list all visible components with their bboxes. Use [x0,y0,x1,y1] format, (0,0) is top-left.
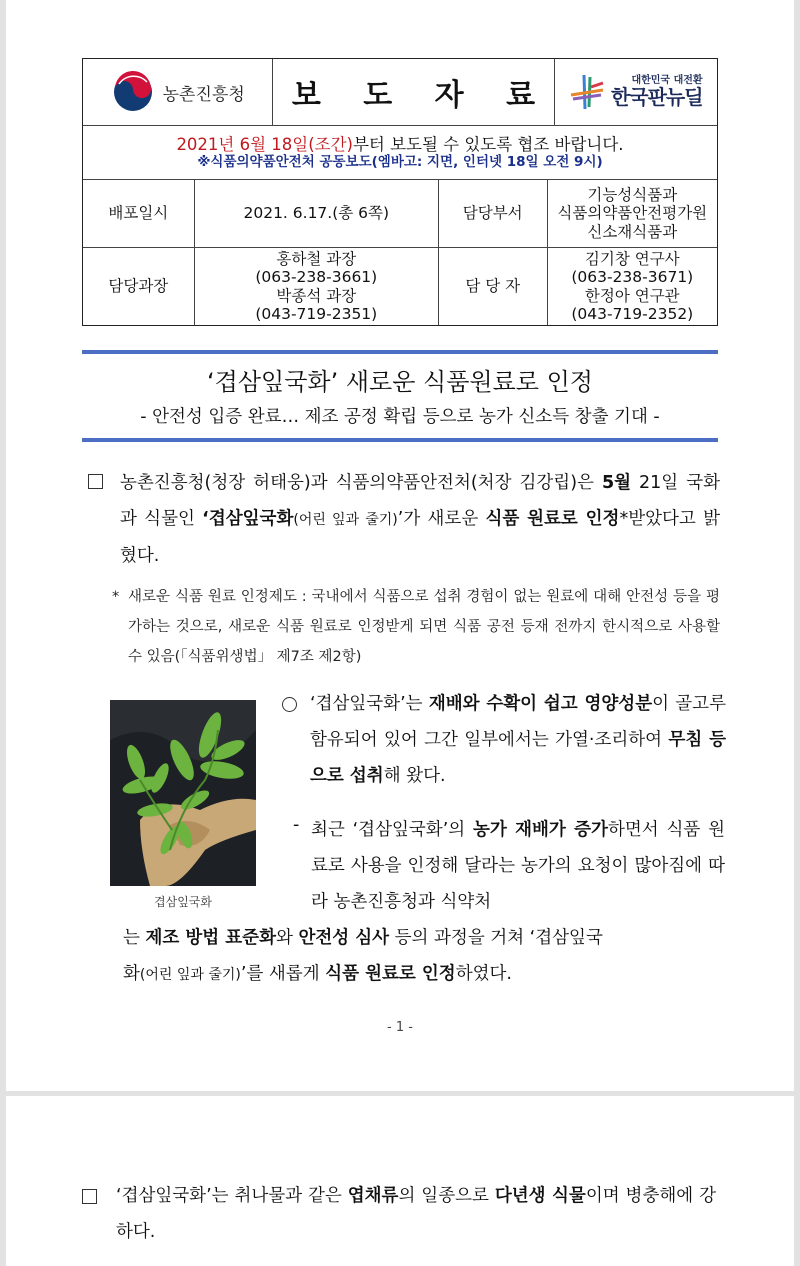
plant-image-icon [110,700,256,886]
embargo-date: 2021년 6월 18일(조간) [176,134,353,154]
manager-line: (043-719-2351) [255,304,378,323]
press-release-header-table [82,58,718,326]
dept-line: 식품의약품안전평가원 [557,204,708,223]
paragraph-3 [311,812,725,920]
article-title: ‘겹삼잎국화’ 새로운 식품원료로 인정 [207,368,593,396]
text: 등의 과정을 거쳐 ‘겹삼잎국 [389,928,603,948]
bold-text: 무침 등으로 섭취 [310,730,726,786]
footnote-text: 새로운 식품 원료 인정제도 : 국내에서 식품으로 섭취 경험이 없는 원료에 대해 안전성 등을 평가하는 것으로, 새로운 식품 원료로 인정받게 되면 식품 공전 등재 전까지 한시적으로 사용할 수 있음(「식품위생법」 제7조 제2항) [128,589,720,665]
release-label: 배포일시 [83,180,195,247]
title-rule-top [82,350,718,354]
newdeal-logo-cell [555,59,717,125]
embargo-cell [83,126,717,179]
bold-text: 농가 재배가 증가 [472,820,608,840]
text: 해 왔다. [383,766,446,786]
article-subtitle: - 안전성 입증 완료… 제조 공정 확립 등으로 농가 신소득 창출 기대 - [140,407,660,427]
bold-text: 엽채류 [347,1186,399,1206]
text: ‘겹삼잎국화’는 취나물과 같은 [116,1186,348,1206]
manager-line: 박종석 과장 [276,286,357,305]
release-value: 2021. 6.17.(총 6쪽) [195,180,439,247]
paragraph-2 [310,686,726,794]
text: 는 [123,928,146,948]
dept-line: 신소재식품과 [587,222,678,241]
paren-text: (어린 잎과 줄기) [139,967,241,983]
text: 화 [123,964,140,984]
square-bullet-icon [82,1189,97,1204]
manager-line: (063-238-3661) [255,268,378,287]
text: 21일 국화과 식물인 [120,473,721,529]
page-number: - 1 - [387,1020,413,1035]
paragraph-3-continued [123,920,725,993]
photo-caption: 겹삼잎국화 [154,895,212,909]
newdeal-tagline: 대한민국 대전환 [631,75,703,87]
manager-value [195,248,439,325]
contact-line: (063-238-3671) [571,268,694,287]
agency-name: 농촌진흥청 [162,84,245,105]
chrysanthemum-photo [110,700,256,886]
contact-value [548,248,717,325]
dept-value [548,180,717,247]
dept-line: 기능성식품과 [587,186,678,205]
header-row [83,59,717,126]
text: 이 골고루 함유되어 있어 그간 일부에서는 가열·조리하여 [310,694,726,750]
contact-line: 김기창 연구사 [584,249,680,268]
contact-line: (043-719-2352) [571,304,694,323]
bold-text: 다년생 식물 [494,1186,586,1206]
bold-text: 식품 원료로 인정 [485,509,620,529]
text: 하였다. [455,964,512,984]
text: ’를 새롭게 [240,964,326,984]
dept-label: 담당부서 [439,180,548,247]
text: 이며 병충해에 강하다. [116,1186,716,1242]
text: 하면서 식품 원료로 사용을 인정해 달라는 농가의 요청이 많아짐에 따라 농촌진흥청과 식약처 [311,820,725,912]
doc-type-title: 보 도 자 료 [273,59,554,125]
bold-text: 5월 [601,473,632,493]
info-row-2 [83,248,717,325]
embargo-request: 부터 보도될 수 있도록 협조 바랍니다. [352,134,624,154]
newdeal-star-icon [569,73,605,111]
text: 최근 ‘겹삼잎국화’의 [311,820,473,840]
text: ’가 새로운 [397,509,486,529]
agency-logo-cell [83,59,273,125]
bold-text: 재배와 수확이 쉽고 영양성분 [428,694,653,714]
square-bullet-icon [88,474,103,489]
paragraph-1 [120,465,720,574]
circle-bullet-icon [282,697,297,712]
government-emblem-icon [111,70,155,114]
footnote [112,582,720,672]
dash-bullet: - [293,815,300,835]
footnote-star: * [112,589,120,605]
manager-label: 담당과장 [83,248,195,325]
text: ‘겹삼잎국화’는 [310,694,429,714]
embargo-line [176,135,623,155]
bold-text: 제조 방법 표준화 [145,928,276,948]
contact-line: 한정아 연구관 [584,286,680,305]
text: 와 [276,928,299,948]
text: 농촌진흥청(청장 허태웅)과 식품의약품안전처(처장 김강립)은 [120,473,602,493]
bold-text: 식품 원료로 인정 [325,964,456,984]
text: 의 일종으로 [398,1186,495,1206]
contact-label: 담 당 자 [439,248,548,325]
text: *받았다고 밝혔다. [120,509,721,566]
paren-text: (어린 잎과 줄기) [293,512,398,528]
embargo-row [83,126,717,180]
newdeal-name: 한국판뉴딜 [610,84,703,109]
bold-text: ‘겹삼잎국화 [202,509,294,529]
manager-line: 홍하철 과장 [276,249,357,268]
bold-text: 안전성 심사 [298,928,390,948]
info-row-1 [83,180,717,248]
embargo-note: ※식품의약품안전처 공동보도(엠바고: 지면, 인터넷 18일 오전 9시) [197,154,603,171]
paragraph-4 [116,1178,716,1250]
title-rule-bottom [82,438,718,442]
document-page-1 [6,0,794,1091]
